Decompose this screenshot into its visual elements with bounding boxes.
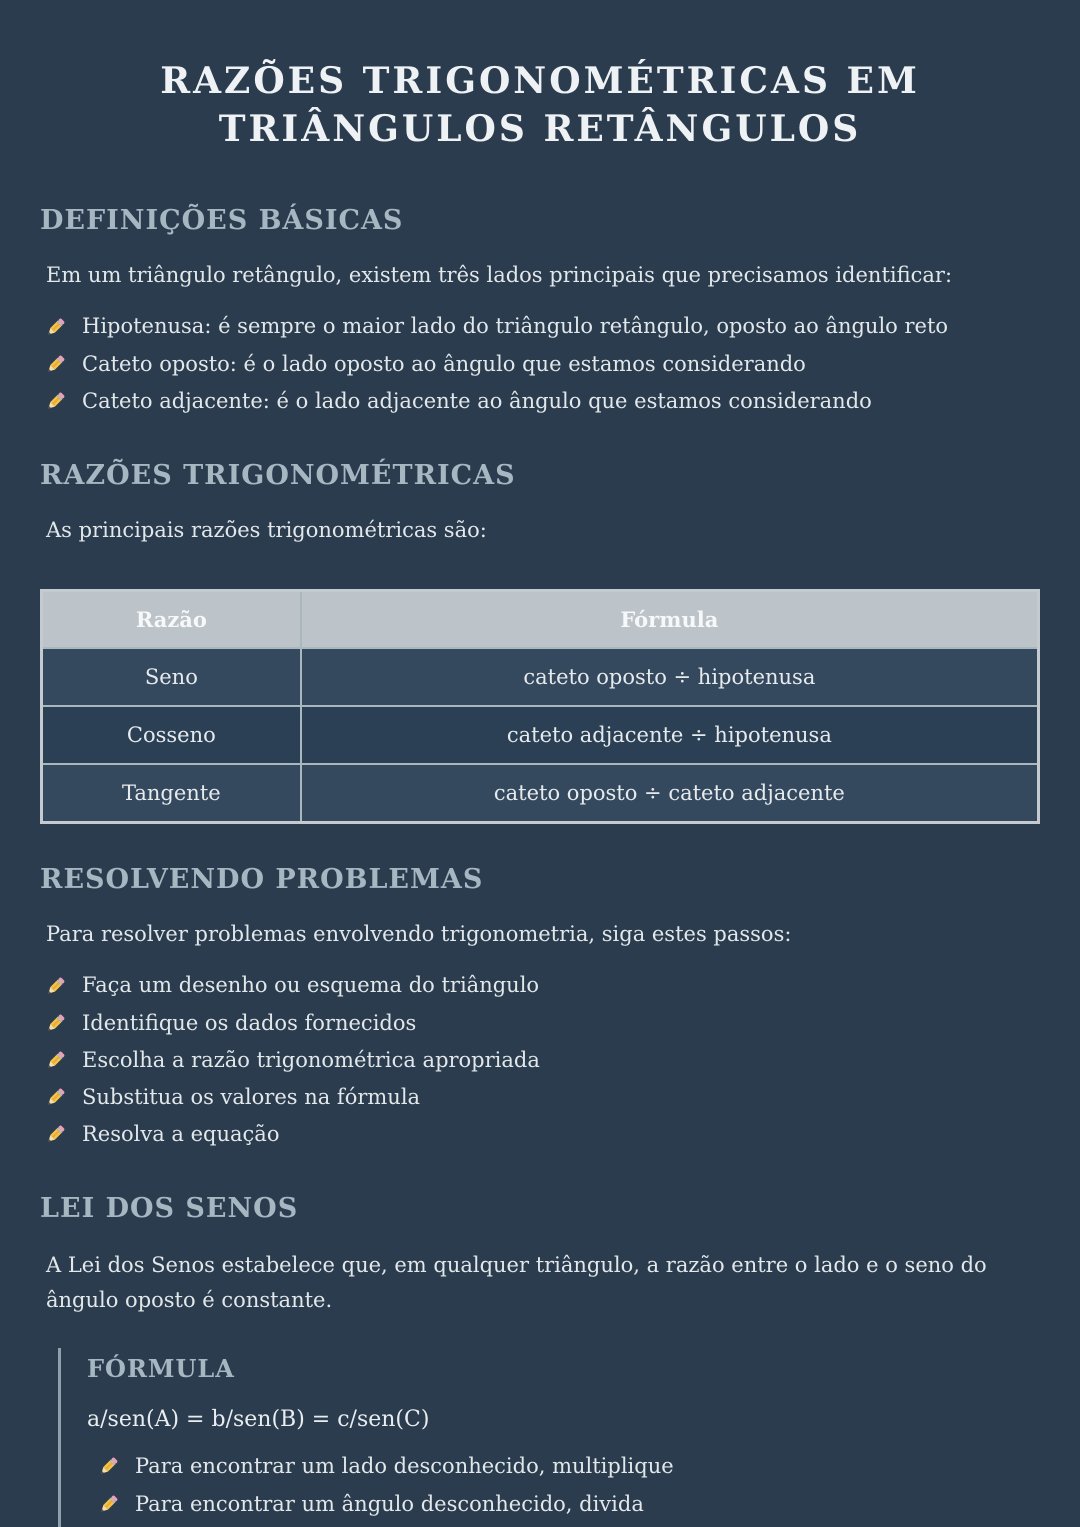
formula-box-heading: FÓRMULA [87, 1353, 235, 1383]
list-item-text: Substitua os valores na fórmula [82, 1084, 421, 1109]
section-heading-razoes: RAZÕES TRIGONOMÉTRICAS [40, 460, 516, 492]
section-resolvendo [40, 864, 1040, 1147]
formula-callout [58, 1348, 1040, 1527]
pencil-icon [44, 975, 67, 998]
section-razoes [40, 460, 1040, 824]
section-heading-lei-senos: LEI DOS SENOS [40, 1193, 299, 1225]
table-cell-ratio: Seno [42, 648, 301, 706]
pencil-icon [44, 1123, 67, 1146]
list-item [40, 1011, 1040, 1036]
pencil-icon [44, 353, 67, 376]
pencil-icon [44, 1086, 67, 1109]
list-item [40, 314, 1040, 339]
table-cell-ratio: Cosseno [42, 706, 301, 764]
page-title-line2: TRIÂNGULOS RETÂNGULOS [218, 107, 862, 150]
pencil-icon [97, 1493, 120, 1516]
pencil-icon [44, 390, 67, 413]
section-definicoes [40, 205, 1040, 414]
table-cell-formula: cateto oposto ÷ cateto adjacente [301, 764, 1039, 822]
definicoes-intro: Em um triângulo retângulo, existem três lados principais que precisamos identificar: [46, 263, 953, 288]
list-item-text: Cateto adjacente: é o lado adjacente ao ângulo que estamos considerando [82, 388, 872, 413]
table-row [42, 706, 1039, 764]
formula-text: a/sen(A) = b/sen(B) = c/sen(C) [87, 1406, 430, 1432]
list-item [40, 1048, 1040, 1073]
formula-notes-list [87, 1454, 1040, 1517]
table-cell-formula: cateto adjacente ÷ hipotenusa [301, 706, 1039, 764]
list-item-text: Para encontrar um ângulo desconhecido, divida [135, 1491, 644, 1516]
list-item-text: Cateto oposto: é o lado oposto ao ângulo que estamos considerando [82, 351, 806, 376]
table-cell-formula: cateto oposto ÷ hipotenusa [301, 648, 1039, 706]
pencil-icon [44, 1012, 67, 1035]
lei-senos-paragraph: A Lei dos Senos estabelece que, em qualquer triângulo, a razão entre o lado e o seno do ângulo oposto é constante. [46, 1253, 987, 1312]
table-header-formula: Fórmula [301, 591, 1039, 649]
pencil-icon [97, 1455, 120, 1478]
list-item [40, 1085, 1040, 1110]
pencil-icon [44, 1049, 67, 1072]
table-header-razao: Razão [42, 591, 301, 649]
list-item [40, 973, 1040, 998]
list-item [87, 1492, 1040, 1517]
table-cell-ratio: Tangente [42, 764, 301, 822]
trig-ratios-table [40, 589, 1040, 824]
page-title-line1: RAZÕES TRIGONOMÉTRICAS EM [160, 60, 920, 102]
list-item-text: Escolha a razão trigonométrica apropriada [82, 1047, 540, 1072]
list-item-text: Faça um desenho ou esquema do triângulo [82, 973, 540, 998]
list-item-text: Hipotenusa: é sempre o maior lado do triângulo retângulo, oposto ao ângulo reto [82, 314, 949, 339]
list-item-text: Para encontrar um lado desconhecido, multiplique [135, 1453, 674, 1478]
list-item-text: Resolva a equação [82, 1122, 280, 1147]
section-lei-senos [40, 1193, 1040, 1527]
list-item [87, 1454, 1040, 1479]
section-heading-definicoes: DEFINIÇÕES BÁSICAS [40, 205, 404, 237]
list-item [40, 352, 1040, 377]
list-item [40, 1122, 1040, 1147]
list-item-text: Identifique os dados fornecidos [82, 1010, 417, 1035]
resolvendo-list [40, 973, 1040, 1147]
table-header-row [42, 591, 1039, 649]
pencil-icon [44, 316, 67, 339]
razoes-intro: As principais razões trigonométricas são: [46, 518, 487, 543]
section-heading-resolvendo: RESOLVENDO PROBLEMAS [40, 863, 484, 895]
table-row [42, 648, 1039, 706]
list-item [40, 389, 1040, 414]
table-row [42, 764, 1039, 822]
page-title [160, 58, 920, 153]
resolvendo-intro: Para resolver problemas envolvendo trigonometria, siga estes passos: [46, 921, 792, 946]
definicoes-list [40, 314, 1040, 414]
